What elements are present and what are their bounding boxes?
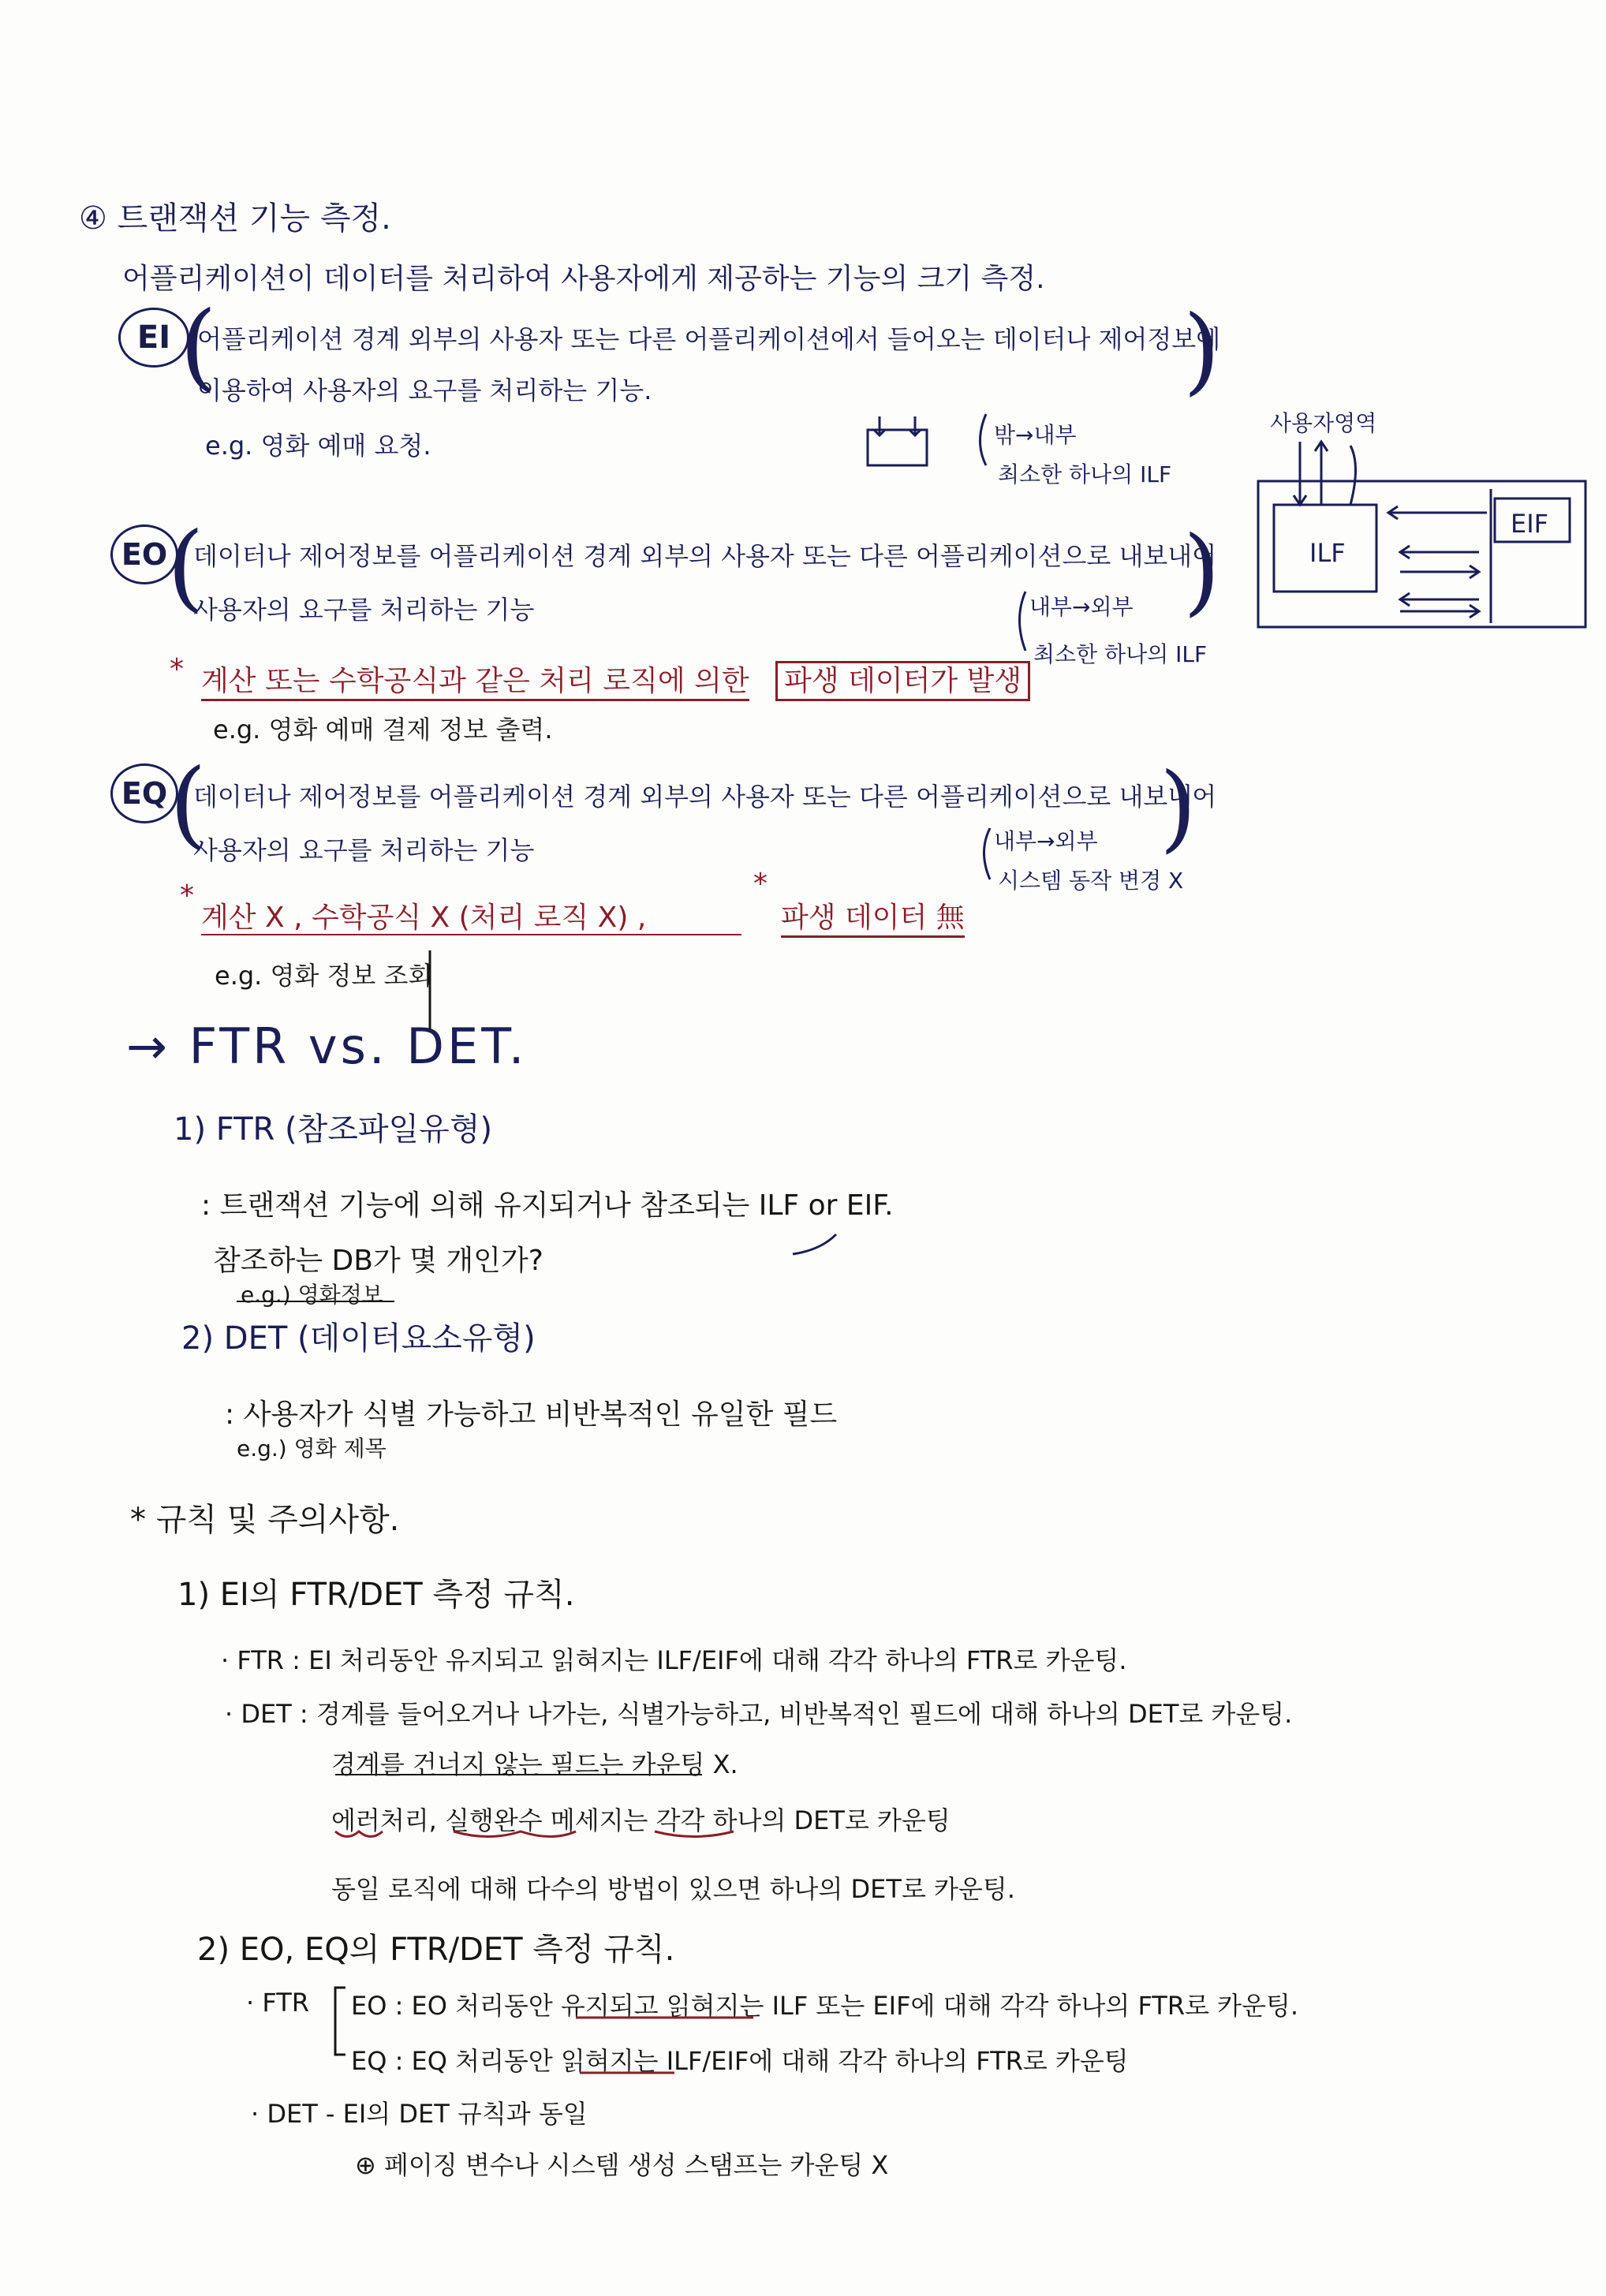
ei-left-paren: ( <box>180 292 217 401</box>
eo-note-direction: 내부→외부 <box>1029 594 1134 620</box>
eq-line1: 데이터나 제어정보를 어플리케이션 경계 외부의 사용자 또는 다른 어플리케이션으로 내보내어 <box>193 782 1217 812</box>
rules-eo-ftr: EO : EO 처리동안 유지되고 읽혀지는 ILF 또는 EIF에 대해 각각 하나의 FTR로 카운팅. <box>351 1991 1299 2021</box>
diagram-eif-label: EIF <box>1511 509 1549 539</box>
eo-star-mark: * <box>170 653 184 685</box>
rules-det: · DET - EI의 DET 규칙과 동일 <box>251 2099 588 2129</box>
ei-note-direction: 밖→내부 <box>994 422 1077 448</box>
rules-ei-det-errors: 에러처리, 실행완수 메세지는 각각 하나의 DET로 카운팅 <box>331 1805 951 1835</box>
rules-eq-ftr: EQ : EQ 처리동안 읽혀지는 ILF/EIF에 대해 각각 하나의 FTR로 카운팅 <box>351 2046 1129 2076</box>
ei-example: e.g. 영화 예매 요청. <box>205 431 431 461</box>
ei-line1: 어플리케이션 경계 외부의 사용자 또는 다른 어플리케이션에서 들어오는 데이터나 제어정보에 <box>197 324 1221 354</box>
rules-ei-det-same-logic: 동일 로직에 대해 다수의 방법이 있으면 하나의 DET로 카운팅. <box>331 1874 1015 1904</box>
rules-ei-title: 1) EI의 FTR/DET 측정 규칙. <box>177 1577 575 1613</box>
eq-example: e.g. 영화 정보 조회 <box>215 961 433 991</box>
application-boundary-diagram <box>1258 442 1585 627</box>
rules-eo-eq-title: 2) EO, EQ의 FTR/DET 측정 규칙. <box>197 1932 675 1968</box>
ei-line2: 이용하여 사용자의 요구를 처리하는 기능. <box>197 375 652 405</box>
ei-box-sketch <box>868 414 986 465</box>
ftr-desc: : 트랜잭션 기능에 의해 유지되거나 참조되는 ILF or EIF. <box>201 1189 894 1222</box>
diagram-user-label: 사용자영역 <box>1270 410 1377 436</box>
eo-line2: 사용자의 요구를 처리하는 기능 <box>193 595 535 625</box>
eo-right-paren: ) <box>1183 517 1220 626</box>
ei-right-paren: ) <box>1183 296 1220 405</box>
det-desc: : 사용자가 식별 가능하고 비반복적인 유일한 필드 <box>225 1398 838 1431</box>
ei-note-ilf: 최소한 하나의 ILF <box>998 461 1172 487</box>
intro-text: 어플리케이션이 데이터를 처리하여 사용자에게 제공하는 기능의 크기 측정. <box>122 263 1045 295</box>
det-title: 2) DET (데이터요소유형) <box>181 1320 536 1357</box>
eq-star-text: 계산 X , 수학공식 X (처리 로직 X) , <box>201 902 647 934</box>
eo-left-paren: ( <box>167 513 204 622</box>
rules-paging-note: ⊕ 페이징 변수나 시스템 생성 스탬프는 카운팅 X <box>355 2150 889 2180</box>
rules-ei-det: · DET : 경계를 들어오거나 나가는, 식별가능하고, 비반복적인 필드에 대해 하나의 DET로 카운팅. <box>225 1699 1293 1729</box>
eo-star-boxed: 파생 데이터가 발생 <box>775 661 1030 701</box>
ftr-title: 1) FTR (참조파일유형) <box>174 1111 493 1148</box>
ei-badge: EI <box>118 308 189 368</box>
eq-note-system: 시스템 동작 변경 X <box>998 868 1184 894</box>
eq-star-text2-span: 파생 데이터 無 <box>781 902 965 938</box>
diagram-ilf-label: ILF <box>1309 538 1346 568</box>
ftr-example: e.g.) 영화정보 <box>241 1282 383 1308</box>
ftr-question: 참조하는 DB가 몇 개인가? <box>213 1245 543 1277</box>
rules-ftr-label: · FTR <box>246 1988 309 2018</box>
eo-example: e.g. 영화 예매 결제 정보 출력. <box>213 715 553 745</box>
eq-badge: EQ <box>110 763 178 823</box>
eq-left-paren: ( <box>170 749 207 859</box>
eq-star-mark2: * <box>753 868 768 900</box>
det-example: e.g.) 영화 제목 <box>237 1435 387 1462</box>
eq-right-paren: ) <box>1160 753 1197 863</box>
rules-ei-det-boundary: 경계를 건너지 않는 필드는 카운팅 X. <box>331 1749 738 1779</box>
eo-note-ilf: 최소한 하나의 ILF <box>1033 641 1208 667</box>
eq-star-mark: * <box>180 879 194 912</box>
eo-badge: EO <box>110 525 178 584</box>
eo-line1: 데이터나 제어정보를 어플리케이션 경계 외부의 사용자 또는 다른 어플리케이션으로 내보내어 <box>193 541 1217 571</box>
rules-ei-ftr: · FTR : EI 처리동안 유지되고 읽혀지는 ILF/EIF에 대해 각각 하나의 FTR로 카운팅. <box>221 1645 1127 1675</box>
eq-note-direction: 내부→외부 <box>994 828 1098 854</box>
eq-line2: 사용자의 요구를 처리하는 기능 <box>193 835 535 865</box>
rules-heading: * 규칙 및 주의사항. <box>130 1502 400 1538</box>
section-title: ④ 트랜잭션 기능 측정. <box>79 200 391 237</box>
eo-star-text-span: 계산 또는 수학공식과 같은 처리 로직에 의한 <box>201 665 749 701</box>
ftr-det-heading: → FTR vs. DET. <box>126 1017 528 1075</box>
